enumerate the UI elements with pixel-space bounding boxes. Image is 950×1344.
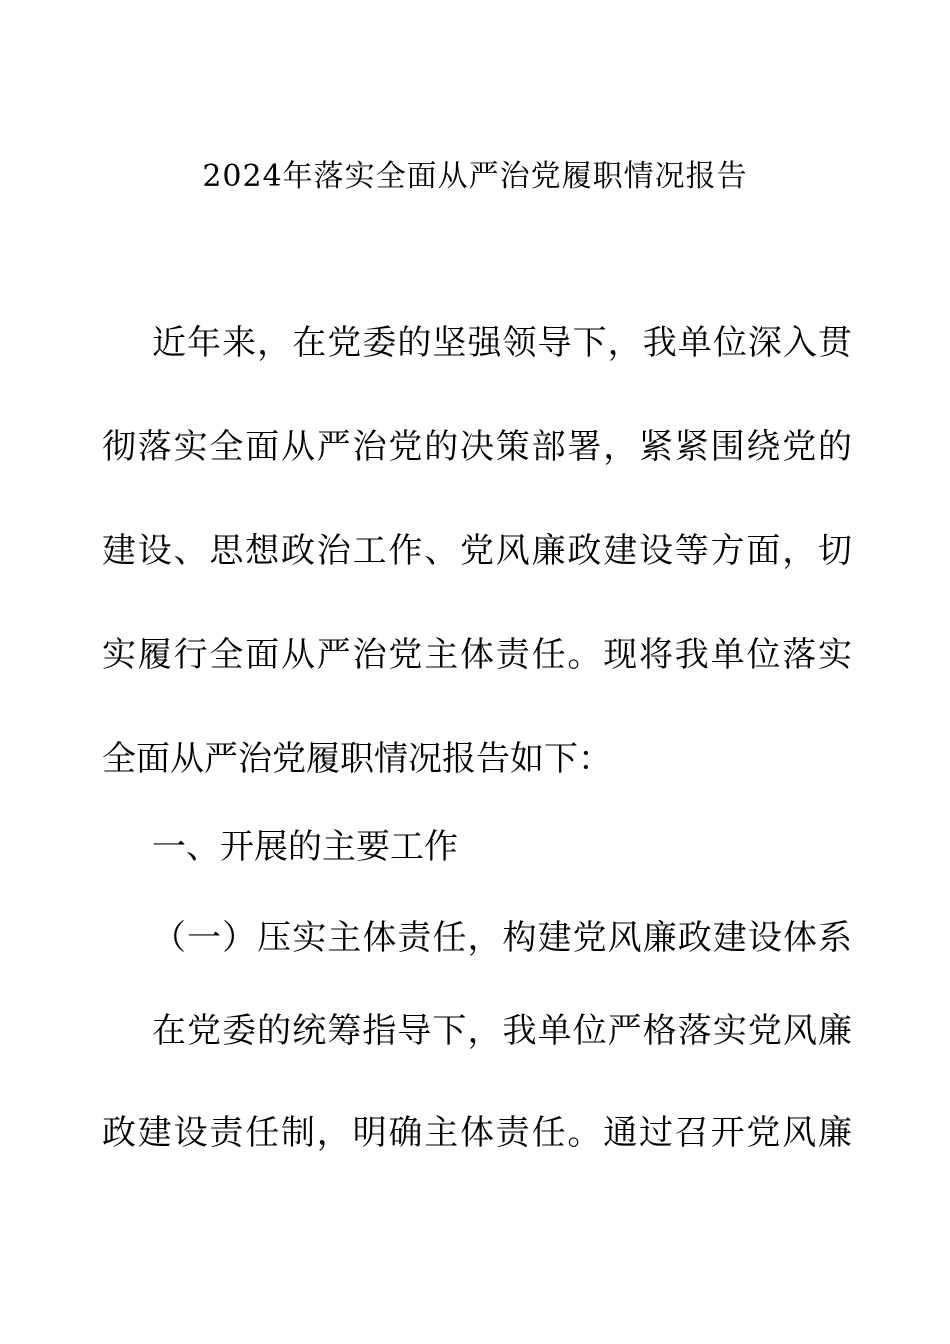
paragraph-line: 在党委的统筹指导下，我单位严格落实党风廉: [152, 1011, 852, 1051]
paragraph-line: 全面从严治党履职情况报告如下：: [102, 739, 612, 779]
subsection-heading: （一）压实主体责任，构建党风廉政建设体系: [152, 918, 852, 958]
paragraph-line: 政建设责任制，明确主体责任。通过召开党风廉: [102, 1113, 852, 1153]
paragraph-line: 建设、思想政治工作、党风廉政建设等方面，切: [102, 531, 852, 571]
document-title: 2024年落实全面从严治党履职情况报告: [202, 159, 748, 194]
section-heading: 一、开展的主要工作: [152, 827, 458, 867]
paragraph-line: 近年来，在党委的坚强领导下，我单位深入贯: [152, 323, 852, 363]
paragraph-line: 彻落实全面从严治党的决策部署，紧紧围绕党的: [102, 427, 852, 467]
paragraph-line: 实履行全面从严治党主体责任。现将我单位落实: [102, 635, 852, 675]
